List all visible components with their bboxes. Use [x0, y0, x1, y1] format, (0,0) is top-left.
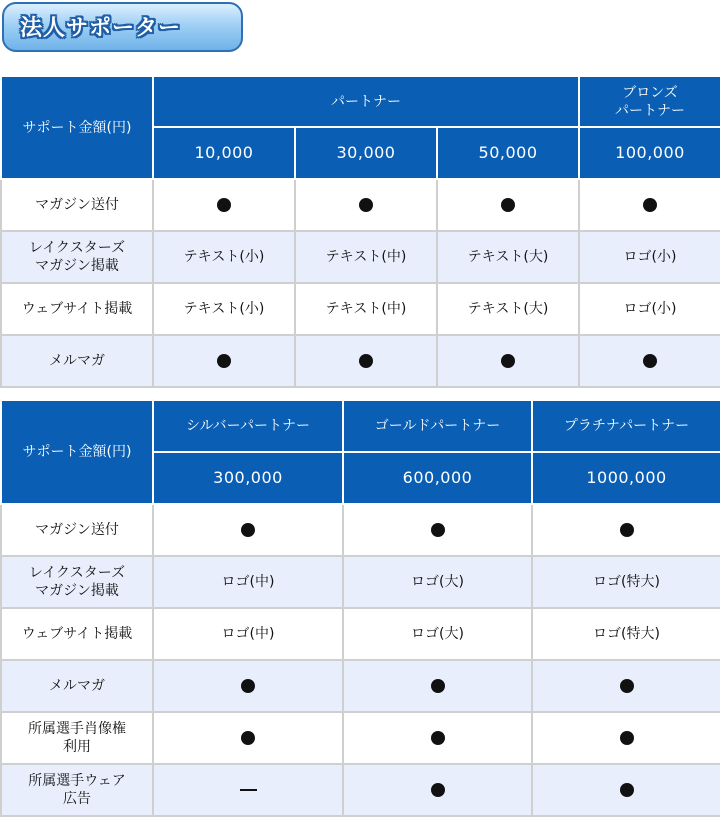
- row-label: [1, 556, 153, 608]
- included-cell: [153, 712, 343, 764]
- supporter-table-2: [0, 399, 720, 817]
- included-cell: [295, 179, 437, 231]
- included-cell: [437, 179, 579, 231]
- benefit-cell: ロゴ(中): [153, 608, 343, 660]
- table-row: [1, 231, 720, 283]
- included-dot-icon: [241, 679, 255, 693]
- included-cell: [153, 335, 295, 387]
- benefit-cell: テキスト(中): [295, 231, 437, 283]
- included-cell: [532, 504, 720, 556]
- included-dot-icon: [217, 198, 231, 212]
- included-dot-icon: [431, 523, 445, 537]
- included-cell: [579, 335, 720, 387]
- bronze-partner-header: [579, 76, 720, 127]
- included-dot-icon: [359, 354, 373, 368]
- row-label-line1: ウェブサイト掲載: [21, 301, 133, 317]
- benefit-cell: テキスト(大): [437, 231, 579, 283]
- included-cell: [532, 660, 720, 712]
- table-row: [1, 283, 720, 335]
- included-cell: [532, 764, 720, 816]
- corner-header: サポート金額(円): [1, 400, 153, 504]
- included-cell: [579, 179, 720, 231]
- included-dot-icon: [620, 731, 634, 745]
- row-label-line2: 広告: [63, 791, 91, 807]
- included-dot-icon: [431, 679, 445, 693]
- benefit-cell: テキスト(小): [153, 231, 295, 283]
- included-dot-icon: [501, 198, 515, 212]
- included-dot-icon: [241, 523, 255, 537]
- row-label-line1: メルマガ: [49, 353, 105, 369]
- benefit-cell: ロゴ(大): [343, 556, 532, 608]
- included-dot-icon: [643, 354, 657, 368]
- table-row: [1, 660, 720, 712]
- included-dot-icon: [217, 354, 231, 368]
- amount-cell: 600,000: [343, 452, 532, 504]
- included-dot-icon: [501, 354, 515, 368]
- included-dot-icon: [620, 783, 634, 797]
- bronze-line2: パートナー: [615, 102, 686, 119]
- tier-header-gold: ゴールドパートナー: [343, 400, 532, 452]
- table-row: [1, 556, 720, 608]
- tier-header-platinum: プラチナパートナー: [532, 400, 720, 452]
- row-label-line1: メルマガ: [49, 678, 105, 694]
- benefit-cell: ロゴ(中): [153, 556, 343, 608]
- amount-cell: 300,000: [153, 452, 343, 504]
- bronze-line1: ブロンズ: [622, 84, 678, 101]
- included-cell: [343, 712, 532, 764]
- row-label: [1, 660, 153, 712]
- row-label: [1, 231, 153, 283]
- corner-header: サポート金額(円): [1, 76, 153, 179]
- supporter-table-1: [0, 75, 720, 388]
- amount-cell: 30,000: [295, 127, 437, 179]
- not-included-dash-icon: [240, 789, 257, 791]
- not-included-cell: [153, 764, 343, 816]
- row-label: [1, 179, 153, 231]
- row-label-line2: マガジン掲載: [35, 583, 119, 599]
- amount-cell: 50,000: [437, 127, 579, 179]
- row-label-line2: 利用: [63, 739, 91, 755]
- benefit-cell: ロゴ(大): [343, 608, 532, 660]
- included-dot-icon: [620, 679, 634, 693]
- title-badge: [2, 2, 243, 52]
- benefit-cell: テキスト(中): [295, 283, 437, 335]
- row-label-line1: レイクスターズ: [28, 240, 126, 256]
- row-label-line1: マガジン送付: [35, 522, 119, 538]
- benefit-cell: テキスト(小): [153, 283, 295, 335]
- included-dot-icon: [241, 731, 255, 745]
- row-label: [1, 335, 153, 387]
- row-label: [1, 608, 153, 660]
- row-label-line1: ウェブサイト掲載: [21, 626, 133, 642]
- table-row: [1, 179, 720, 231]
- benefit-cell: ロゴ(小): [579, 283, 720, 335]
- table-row: [1, 712, 720, 764]
- page-title: 法人サポーター: [20, 16, 182, 41]
- row-label: [1, 712, 153, 764]
- benefit-cell: ロゴ(小): [579, 231, 720, 283]
- included-dot-icon: [643, 198, 657, 212]
- row-label-line1: 所属選手肖像権: [28, 721, 126, 737]
- row-label-line2: マガジン掲載: [35, 258, 119, 274]
- included-dot-icon: [620, 523, 634, 537]
- included-cell: [532, 712, 720, 764]
- included-cell: [343, 764, 532, 816]
- included-dot-icon: [359, 198, 373, 212]
- amount-cell: 10,000: [153, 127, 295, 179]
- amount-cell: 1000,000: [532, 452, 720, 504]
- row-label: [1, 504, 153, 556]
- benefit-cell: テキスト(大): [437, 283, 579, 335]
- row-label-line1: マガジン送付: [35, 197, 119, 213]
- row-label-line1: レイクスターズ: [28, 565, 126, 581]
- row-label: [1, 283, 153, 335]
- benefit-cell: ロゴ(特大): [532, 608, 720, 660]
- row-label-line1: 所属選手ウェア: [28, 773, 126, 789]
- included-dot-icon: [431, 783, 445, 797]
- benefit-cell: ロゴ(特大): [532, 556, 720, 608]
- included-cell: [153, 504, 343, 556]
- row-label: [1, 764, 153, 816]
- amount-cell: 100,000: [579, 127, 720, 179]
- included-dot-icon: [431, 731, 445, 745]
- tier-header-silver: シルバーパートナー: [153, 400, 343, 452]
- table-row: [1, 504, 720, 556]
- partner-group-header: パートナー: [153, 76, 579, 127]
- table-row: [1, 335, 720, 387]
- included-cell: [153, 179, 295, 231]
- table-row: [1, 764, 720, 816]
- included-cell: [343, 660, 532, 712]
- included-cell: [153, 660, 343, 712]
- included-cell: [437, 335, 579, 387]
- included-cell: [295, 335, 437, 387]
- table-row: [1, 608, 720, 660]
- included-cell: [343, 504, 532, 556]
